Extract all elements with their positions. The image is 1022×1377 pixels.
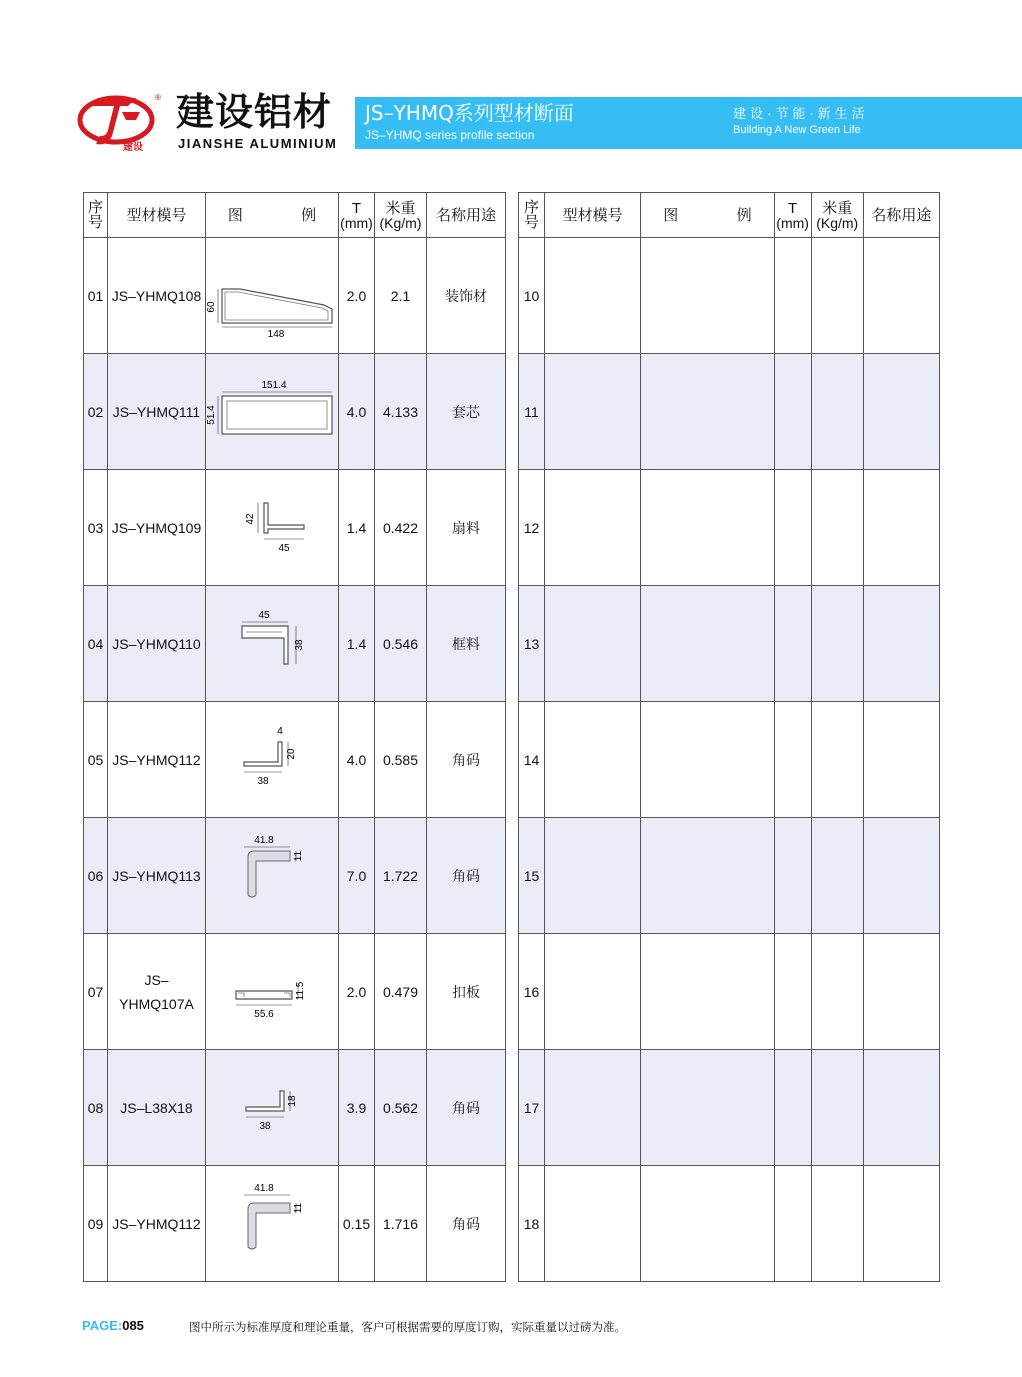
header-t (774, 193, 811, 238)
row-seq: 11 (519, 354, 545, 470)
row-weight: 1.716 (375, 1166, 427, 1282)
registered-mark: ® (155, 93, 161, 102)
row-usage: 角码 (427, 1166, 506, 1282)
empty-cell (774, 470, 811, 586)
table-row (519, 470, 940, 586)
empty-cell (545, 818, 641, 934)
empty-cell (863, 702, 939, 818)
empty-cell (811, 470, 863, 586)
row-thickness: 2.0 (339, 238, 375, 354)
table-row (84, 354, 506, 470)
row-model: JS–YHMQ108 (108, 238, 206, 354)
table-row (84, 934, 506, 1050)
table-row (519, 354, 940, 470)
header-figure-b: 例 (736, 206, 752, 224)
dim-label: 20 (286, 747, 297, 760)
empty-cell (774, 586, 811, 702)
row-weight: 2.1 (375, 238, 427, 354)
row-seq: 17 (519, 1050, 545, 1166)
row-seq: 14 (519, 702, 545, 818)
empty-cell (811, 934, 863, 1050)
dim-label: 38 (257, 775, 269, 787)
row-thickness: 1.4 (339, 586, 375, 702)
dim-label: 38 (294, 638, 305, 651)
row-seq: 01 (84, 238, 108, 354)
page-number-value: 085 (122, 1318, 144, 1333)
row-seq: 04 (84, 586, 108, 702)
brand-name-cn: 建设铝材 (176, 90, 333, 134)
empty-cell (545, 238, 641, 354)
empty-cell (641, 1050, 774, 1166)
row-seq: 09 (84, 1166, 108, 1282)
empty-cell (545, 470, 641, 586)
table-row (519, 238, 940, 354)
profile-figure (206, 934, 339, 1050)
row-usage: 框料 (427, 586, 506, 702)
row-thickness: 4.0 (339, 354, 375, 470)
row-model: JS–YHMQ112 (108, 1166, 206, 1282)
header-seq: 序号 (519, 193, 545, 238)
profile-figure (206, 354, 339, 470)
row-seq: 16 (519, 934, 545, 1050)
empty-cell (641, 1166, 774, 1282)
empty-cell (774, 354, 811, 470)
empty-cell (811, 354, 863, 470)
empty-cell (641, 470, 774, 586)
row-model: JS–YHMQ112 (108, 702, 206, 818)
empty-cell (774, 238, 811, 354)
table-row (84, 818, 506, 934)
row-thickness: 3.9 (339, 1050, 375, 1166)
row-model: JS–YHMQ111 (108, 354, 206, 470)
row-usage: 套芯 (427, 354, 506, 470)
dim-label: 18 (287, 1094, 298, 1107)
empty-cell (863, 586, 939, 702)
profile-figure (206, 238, 339, 354)
empty-cell (545, 354, 641, 470)
table-row (519, 1166, 940, 1282)
table-header-row (519, 193, 940, 238)
header-t-label: T (788, 199, 798, 217)
empty-cell (545, 702, 641, 818)
table-row (519, 818, 940, 934)
table-row (519, 934, 940, 1050)
profile-figure (206, 1050, 339, 1166)
empty-cell (774, 1166, 811, 1282)
header-figure-b: 例 (301, 206, 317, 224)
row-seq: 06 (84, 818, 108, 934)
profile-drawing (206, 261, 336, 340)
profile-drawing (208, 957, 336, 1027)
row-weight: 0.479 (375, 934, 427, 1050)
table-row (519, 702, 940, 818)
row-weight: 0.585 (375, 702, 427, 818)
empty-cell (641, 586, 774, 702)
profile-drawing (208, 372, 336, 452)
page-label: PAGE: (82, 1318, 123, 1333)
table-row (519, 1050, 940, 1166)
empty-cell (641, 702, 774, 818)
empty-cell (774, 702, 811, 818)
header-figure-a: 图 (663, 206, 679, 224)
header-usage: 名称用途 (427, 193, 506, 238)
header-weight-unit: (Kg/m) (816, 214, 859, 231)
row-model-line1: JS– (144, 971, 169, 988)
empty-cell (811, 818, 863, 934)
row-model: JS–YHMQ110 (108, 586, 206, 702)
row-usage: 角码 (427, 818, 506, 934)
empty-cell (641, 934, 774, 1050)
dim-label: 45 (278, 542, 290, 554)
empty-cell (641, 818, 774, 934)
header-model: 型材模号 (545, 193, 641, 238)
header-figure (206, 193, 339, 238)
row-model: JS–YHMQ113 (108, 818, 206, 934)
dim-label: 45 (258, 609, 270, 621)
row-weight: 0.422 (375, 470, 427, 586)
header-weight (811, 193, 863, 238)
table-row (84, 702, 506, 818)
header-model: 型材模号 (108, 193, 206, 238)
row-usage: 角码 (427, 1050, 506, 1166)
profile-drawing (208, 604, 336, 684)
row-thickness: 7.0 (339, 818, 375, 934)
page-number (82, 1318, 144, 1334)
row-seq: 05 (84, 702, 108, 818)
header-weight (375, 193, 427, 238)
header-t-unit: (mm) (776, 214, 809, 231)
empty-cell (811, 586, 863, 702)
empty-cell (545, 1166, 641, 1282)
row-usage: 装饰材 (427, 238, 506, 354)
dim-label: 55.6 (254, 1008, 274, 1020)
row-thickness: 1.4 (339, 470, 375, 586)
profile-drawing (208, 720, 336, 800)
title-banner (355, 97, 1022, 149)
profile-table-right (518, 192, 940, 1282)
row-seq: 12 (519, 470, 545, 586)
row-usage: 角码 (427, 702, 506, 818)
profile-figure (206, 1166, 339, 1282)
dim-label: 41.8 (254, 1182, 274, 1194)
empty-cell (545, 586, 641, 702)
row-thickness: 2.0 (339, 934, 375, 1050)
profile-figure (206, 818, 339, 934)
profile-drawing (208, 1073, 336, 1143)
empty-cell (863, 238, 939, 354)
profile-table-left (83, 192, 506, 1282)
empty-cell (863, 934, 939, 1050)
dim-label: 51.4 (206, 404, 217, 425)
header-t-unit: (mm) (340, 214, 373, 231)
empty-cell (811, 238, 863, 354)
header-seq: 序号 (84, 193, 108, 238)
dim-label: 148 (267, 328, 285, 340)
dim-label: 41.8 (254, 834, 274, 846)
table-row (84, 586, 506, 702)
empty-cell (641, 354, 774, 470)
table-row (519, 586, 940, 702)
empty-cell (774, 934, 811, 1050)
row-seq: 03 (84, 470, 108, 586)
dim-label: 151.4 (261, 379, 287, 391)
row-seq: 02 (84, 354, 108, 470)
slogan-en: Building A New Green Life (733, 124, 861, 136)
empty-cell (863, 354, 939, 470)
empty-cell (863, 818, 939, 934)
header-t-label: T (351, 199, 362, 217)
page-subtitle: JS–YHMQ series profile section (365, 128, 535, 142)
dim-label: 11 (293, 1202, 304, 1213)
brand-name-en: JIANSHE ALUMINIUM (178, 136, 338, 151)
empty-cell (863, 470, 939, 586)
row-seq: 18 (519, 1166, 545, 1282)
logo-small-text: 建设 (123, 142, 143, 153)
profile-drawing (208, 831, 336, 921)
row-weight: 4.133 (375, 354, 427, 470)
profile-drawing (208, 493, 336, 563)
header-weight-label: 米重 (385, 199, 416, 217)
row-usage: 扣板 (427, 934, 506, 1050)
table-header-row (84, 193, 506, 238)
table-row (84, 1166, 506, 1282)
empty-cell (811, 702, 863, 818)
empty-cell (774, 1050, 811, 1166)
empty-cell (863, 1050, 939, 1166)
empty-cell (811, 1166, 863, 1282)
row-usage: 扇料 (427, 470, 506, 586)
row-thickness: 4.0 (339, 702, 375, 818)
row-weight: 0.562 (375, 1050, 427, 1166)
row-seq: 10 (519, 238, 545, 354)
dim-label: 42 (245, 512, 256, 525)
header-t (339, 193, 375, 238)
empty-cell (545, 1050, 641, 1166)
dim-label: 11.5 (295, 981, 306, 1000)
row-model (108, 934, 206, 1050)
table-row (84, 1050, 506, 1166)
row-seq: 13 (519, 586, 545, 702)
header-weight-label: 米重 (822, 199, 853, 217)
profile-figure (206, 470, 339, 586)
profile-figure (206, 586, 339, 702)
empty-cell (545, 934, 641, 1050)
empty-cell (811, 1050, 863, 1166)
header-weight-unit: (Kg/m) (379, 214, 422, 231)
row-seq: 15 (519, 818, 545, 934)
row-weight: 1.722 (375, 818, 427, 934)
dim-label: 60 (206, 300, 217, 313)
header-figure (641, 193, 774, 238)
row-thickness: 0.15 (339, 1166, 375, 1282)
footer-note: 图中所示为标准厚度和理论重量，客户可根据需要的厚度订购，实际重量以过磅为准。 (189, 1320, 626, 1334)
table-row (84, 470, 506, 586)
dim-label: 4 (277, 725, 283, 737)
dim-label: 38 (259, 1120, 271, 1132)
table-row (84, 238, 506, 354)
slogan: 建设·节能·新生活 (733, 106, 869, 121)
profile-drawing (208, 1179, 336, 1269)
header-figure-a: 图 (227, 206, 243, 224)
profile-figure (206, 702, 339, 818)
empty-cell (863, 1166, 939, 1282)
row-seq: 08 (84, 1050, 108, 1166)
row-weight: 0.546 (375, 586, 427, 702)
company-logo (78, 90, 158, 152)
row-model: JS–YHMQ109 (108, 470, 206, 586)
page-title: JS–YHMQ系列型材断面 (365, 101, 574, 125)
row-model-line2: YHMQ107A (119, 995, 194, 1012)
empty-cell (774, 818, 811, 934)
dim-label: 11 (293, 850, 304, 861)
empty-cell (641, 238, 774, 354)
header-usage: 名称用途 (863, 193, 939, 238)
row-seq: 07 (84, 934, 108, 1050)
row-model: JS–L38X18 (108, 1050, 206, 1166)
